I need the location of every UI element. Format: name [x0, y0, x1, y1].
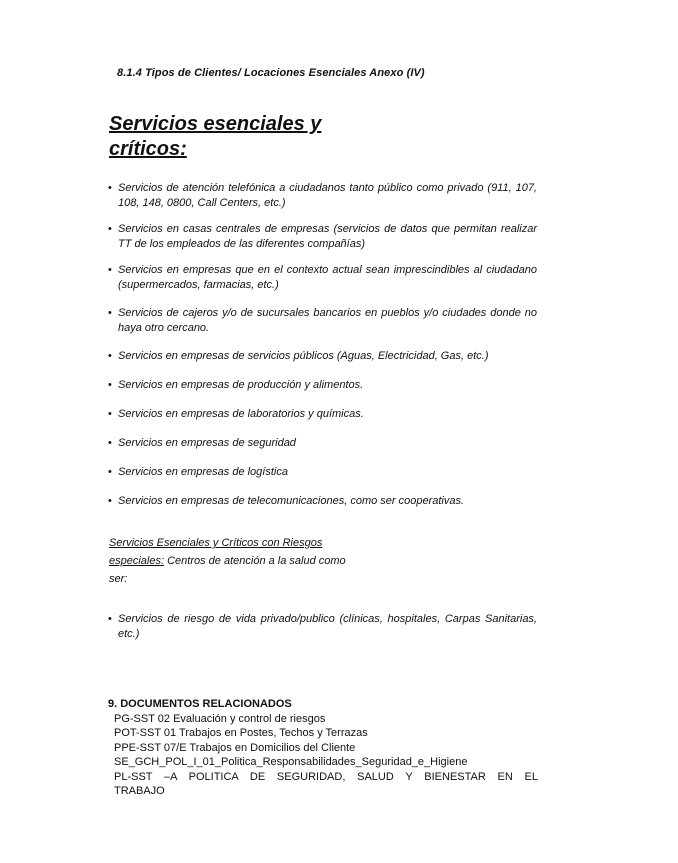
page-title: [109, 112, 359, 162]
title-line-2: críticos:: [109, 138, 187, 160]
list-item: [107, 436, 537, 451]
related-documents-title: 9. DOCUMENTOS RELACIONADOS: [108, 698, 292, 710]
essential-services-list: [107, 181, 537, 509]
document-item: POT-SST 01 Trabajos en Postes, Techos y Terrazas: [114, 727, 368, 739]
list-item-text: Servicios en empresas que en el contexto actual sean imprescindibles al ciudadano (supermercados, farmacias, etc.): [118, 264, 537, 291]
bullet-icon: •: [108, 466, 112, 478]
risk-heading: Servicios Esenciales y Críticos con Riesgos: [109, 537, 323, 549]
list-item-text: Servicios en empresas de laboratorios y químicas.: [118, 408, 364, 420]
risk-services-list: [107, 612, 537, 641]
bullet-icon: •: [108, 350, 112, 362]
list-item: [107, 378, 537, 393]
list-item: [107, 181, 537, 210]
list-item: [107, 263, 537, 292]
document-item: PPE-SST 07/E Trabajos en Domicilios del Cliente: [114, 741, 356, 754]
list-item: [107, 494, 537, 509]
bullet-icon: •: [108, 379, 112, 391]
list-item: [107, 222, 537, 251]
list-item-text: Servicios en empresas de seguridad: [118, 437, 296, 449]
list-item: [107, 407, 537, 422]
bullet-icon: •: [108, 613, 112, 625]
bullet-icon: •: [108, 437, 112, 449]
document-item-last-line-1: PL-SST –A POLITICA DE SEGURIDAD, SALUD Y BIENESTAR EN EL: [114, 770, 538, 783]
list-item-text: Servicios en casas centrales de empresas (servicios de datos que permitan realizar TT de los empleados de las diferentes compañías): [118, 223, 537, 250]
bullet-icon: •: [108, 408, 112, 420]
bullet-icon: •: [108, 264, 112, 276]
bullet-icon: •: [108, 223, 112, 235]
document-item: PG-SST 02 Evaluación y control de riesgos: [114, 712, 326, 725]
bullet-icon: •: [108, 495, 112, 507]
section-heading: 8.1.4 Tipos de Clientes/ Locaciones Esenciales Anexo (IV): [117, 67, 425, 79]
risk-line-2: [109, 552, 409, 570]
risk-line-2-text: Centros de atención a la salud como: [164, 555, 346, 567]
list-item: [107, 612, 537, 641]
title-line-1: Servicios esenciales y: [109, 113, 322, 135]
related-documents: [108, 697, 538, 799]
list-item-text: Servicios de riesgo de vida privado/publico (clínicas, hospitales, Carpas Sanitarias, etc.): [118, 613, 537, 640]
list-item-text: Servicios en empresas de servicios públicos (Aguas, Electricidad, Gas, etc.): [118, 350, 489, 362]
bullet-icon: •: [108, 182, 112, 194]
list-item: [107, 306, 537, 335]
document-item-last-line-2: TRABAJO: [114, 785, 165, 797]
bullet-icon: •: [108, 307, 112, 319]
list-item-text: Servicios en empresas de telecomunicaciones, como ser cooperativas.: [118, 495, 465, 507]
list-item-text: Servicios de cajeros y/o de sucursales bancarios en pueblos y/o ciudades donde no haya otro cercano.: [118, 307, 537, 334]
risk-underlined-term: especiales:: [109, 555, 165, 567]
risk-services-paragraph: [109, 534, 409, 588]
risk-line-3: ser:: [109, 573, 128, 585]
list-item-text: Servicios de atención telefónica a ciudadanos tanto público como privado (911, 107, 108, 148, 0800, Call Centers, etc.): [118, 182, 537, 209]
list-item: [107, 349, 537, 364]
document-item: SE_GCH_POL_I_01_Politica_Responsabilidades_Seguridad_e_Higiene: [114, 756, 468, 768]
list-item-text: Servicios en empresas de logística: [118, 466, 288, 478]
list-item: [107, 465, 537, 480]
list-item-text: Servicios en empresas de producción y alimentos.: [118, 379, 364, 391]
